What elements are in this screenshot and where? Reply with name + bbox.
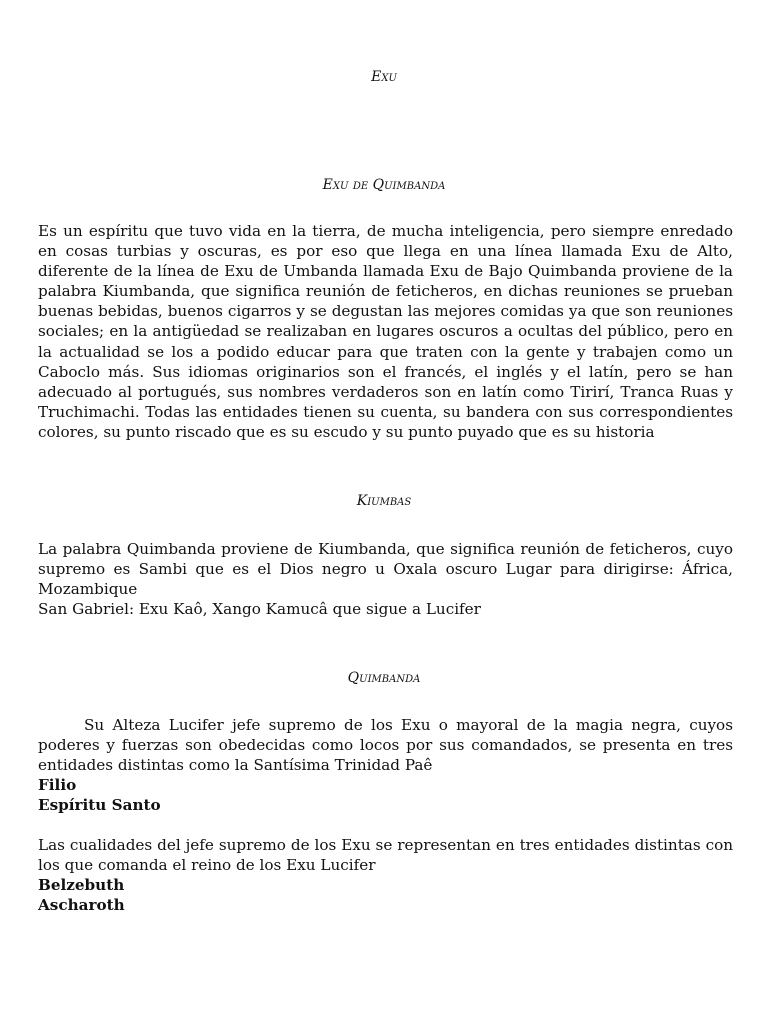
section-heading-kiumbas: Kiumbas [356, 493, 412, 509]
bold-line-belzebuth: Belzebuth [38, 876, 125, 894]
section-body-quimbanda: Su Alteza Lucifer jefe supremo de los Exu o mayoral de la magia negra, cuyos poderes y fuerzas son obedecidas como locos por sus comandados, se presenta en tres entidades distintas como la Santísima Trinidad Paê [38, 716, 733, 775]
bold-line-espiritu-santo: Espíritu Santo [38, 796, 161, 814]
document-title: Exu [371, 69, 397, 85]
bold-line-ascharoth: Ascharoth [38, 896, 125, 914]
section-heading-quimbanda: Quimbanda [347, 670, 421, 686]
section-body-kiumbas: La palabra Quimbanda proviene de Kiumbanda, que significa reunión de feticheros, cuyo supremo es Sambi que es el Dios negro u Oxala oscuro Lugar para dirigirse: África, Mozambique [38, 540, 733, 599]
section-line-san-gabriel: San Gabriel: Exu Kaô, Xango Kamucâ que sigue a Lucifer [38, 600, 481, 618]
section-body-cualidades: Las cualidades del jefe supremo de los Exu se representan en tres entidades distintas con los que comanda el reino de los Exu Lucifer [38, 836, 733, 875]
section-heading-exu-de-quimbanda: Exu de Quimbanda [322, 177, 446, 193]
section-body-exu-de-quimbanda: Es un espíritu que tuvo vida en la tierra, de mucha inteligencia, pero siempre enredado en cosas turbias y oscuras, es por eso que llega en una línea llamada Exu de Alto, diferente de la línea de Exu de Umbanda llamada Exu de Bajo Quimbanda proviene de la palabra Kiumbanda, que significa reunión de feticheros, en dichas reuniones se prueban buenas bebidas, buenos cigarros y se degustan las mejores comidas ya que son reuniones sociales; en la antigüedad se realizaban en lugares oscuros a ocultas del público, pero en la actualidad se los a podido educar para que traten con la gente y trabajen como un Caboclo más. Sus idiomas originarios son el francés, el inglés y el latín, pero se han adecuado al portugués, sus nombres verdaderos son en latín como Tirirí, Tranca Ruas y Truchimachi. Todas las entidades tienen su cuenta, su bandera con sus correspondientes colores, su punto riscado que es su escudo y su punto puyado que es su historia [38, 222, 733, 441]
bold-line-filio: Filio [38, 776, 77, 794]
